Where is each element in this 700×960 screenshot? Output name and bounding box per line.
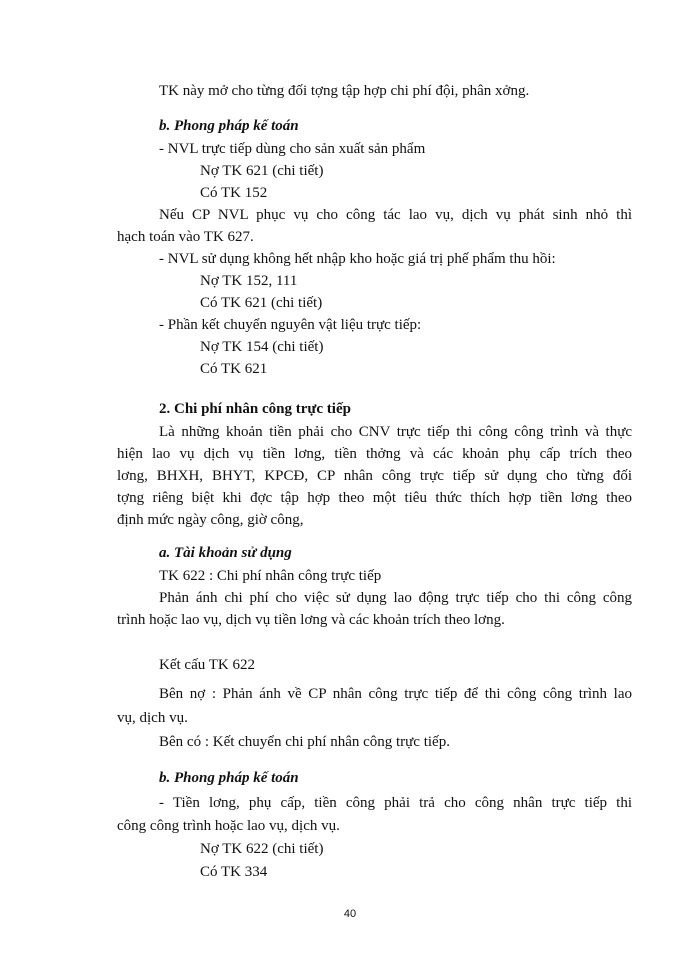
sec-a-line: Phản ánh chi phí cho việc sử dụng lao động trực tiếp cho thi công công	[159, 590, 632, 606]
section-b1-title: b. Phong pháp kế toán	[159, 118, 299, 134]
credit-line: Bên có : Kết chuyển chi phí nhân công trực tiếp.	[159, 734, 450, 750]
b1-line: Có TK 621 (chi tiết)	[200, 295, 323, 311]
b1-line: hạch toán vào TK 627.	[117, 229, 254, 245]
sec2-line: định mức ngày công, giờ công,	[117, 512, 304, 528]
structure-title: Kết cấu TK 622	[159, 657, 255, 673]
b1-line: Nợ TK 154 (chi tiết)	[200, 339, 324, 355]
b1-line: - NVL sử dụng không hết nhập kho hoặc giá trị phế phẩm thu hồi:	[159, 251, 556, 267]
b2-line: Có TK 334	[200, 864, 268, 880]
b1-line: Có TK 152	[200, 185, 268, 201]
page-number: 40	[343, 908, 357, 920]
sec2-line: lơng, BHXH, BHYT, KPCĐ, CP nhân công trực tiếp sử dụng cho từng đối	[117, 468, 632, 484]
debit-line-cont: vụ, dịch vụ.	[117, 710, 188, 726]
b2-line: - Tiền lơng, phụ cấp, tiền công phải trả cho công nhân trực tiếp thi	[159, 795, 632, 811]
sec2-line: Là những khoản tiền phải cho CNV trực tiếp thi công công trình và thực	[159, 424, 632, 440]
b1-line: - NVL trực tiếp dùng cho sản xuất sản phẩm	[159, 141, 426, 157]
b1-line: Có TK 621	[200, 361, 268, 377]
b1-line: - Phần kết chuyển nguyên vật liệu trực tiếp:	[159, 317, 422, 333]
section-a-title: a. Tài khoản sử dụng	[159, 545, 292, 561]
debit-line: Bên nợ : Phản ánh về CP nhân công trực tiếp để thi công công trình lao	[159, 686, 632, 702]
b2-line: công công trình hoặc lao vụ, dịch vụ.	[117, 818, 340, 834]
section-2-title: 2. Chi phí nhân công trực tiếp	[159, 401, 351, 417]
b1-line: Nếu CP NVL phục vụ cho công tác lao vụ, dịch vụ phát sinh nhỏ thì	[159, 207, 632, 223]
b1-line: Nợ TK 621 (chi tiết)	[200, 163, 324, 179]
b1-line: Nợ TK 152, 111	[200, 273, 298, 289]
section-b2-title: b. Phong pháp kế toán	[159, 770, 299, 786]
b2-line: Nợ TK 622 (chi tiết)	[200, 841, 324, 857]
sec2-line: tợng riêng biệt khi đợc tập hợp theo một tiêu thức thích hợp tiền lơng theo	[117, 490, 632, 506]
sec-a-line: trình hoặc lao vụ, dịch vụ tiền lơng và các khoản trích theo lơng.	[117, 612, 505, 628]
sec-a-line: TK 622 : Chi phí nhân công trực tiếp	[159, 568, 382, 584]
sec2-line: hiện lao vụ dịch vụ tiền lơng, tiền thởng và các khoản phụ cấp trích theo	[117, 446, 632, 462]
intro-line: TK này mở cho từng đối tợng tập hợp chi phí đội, phân xởng.	[159, 83, 530, 99]
